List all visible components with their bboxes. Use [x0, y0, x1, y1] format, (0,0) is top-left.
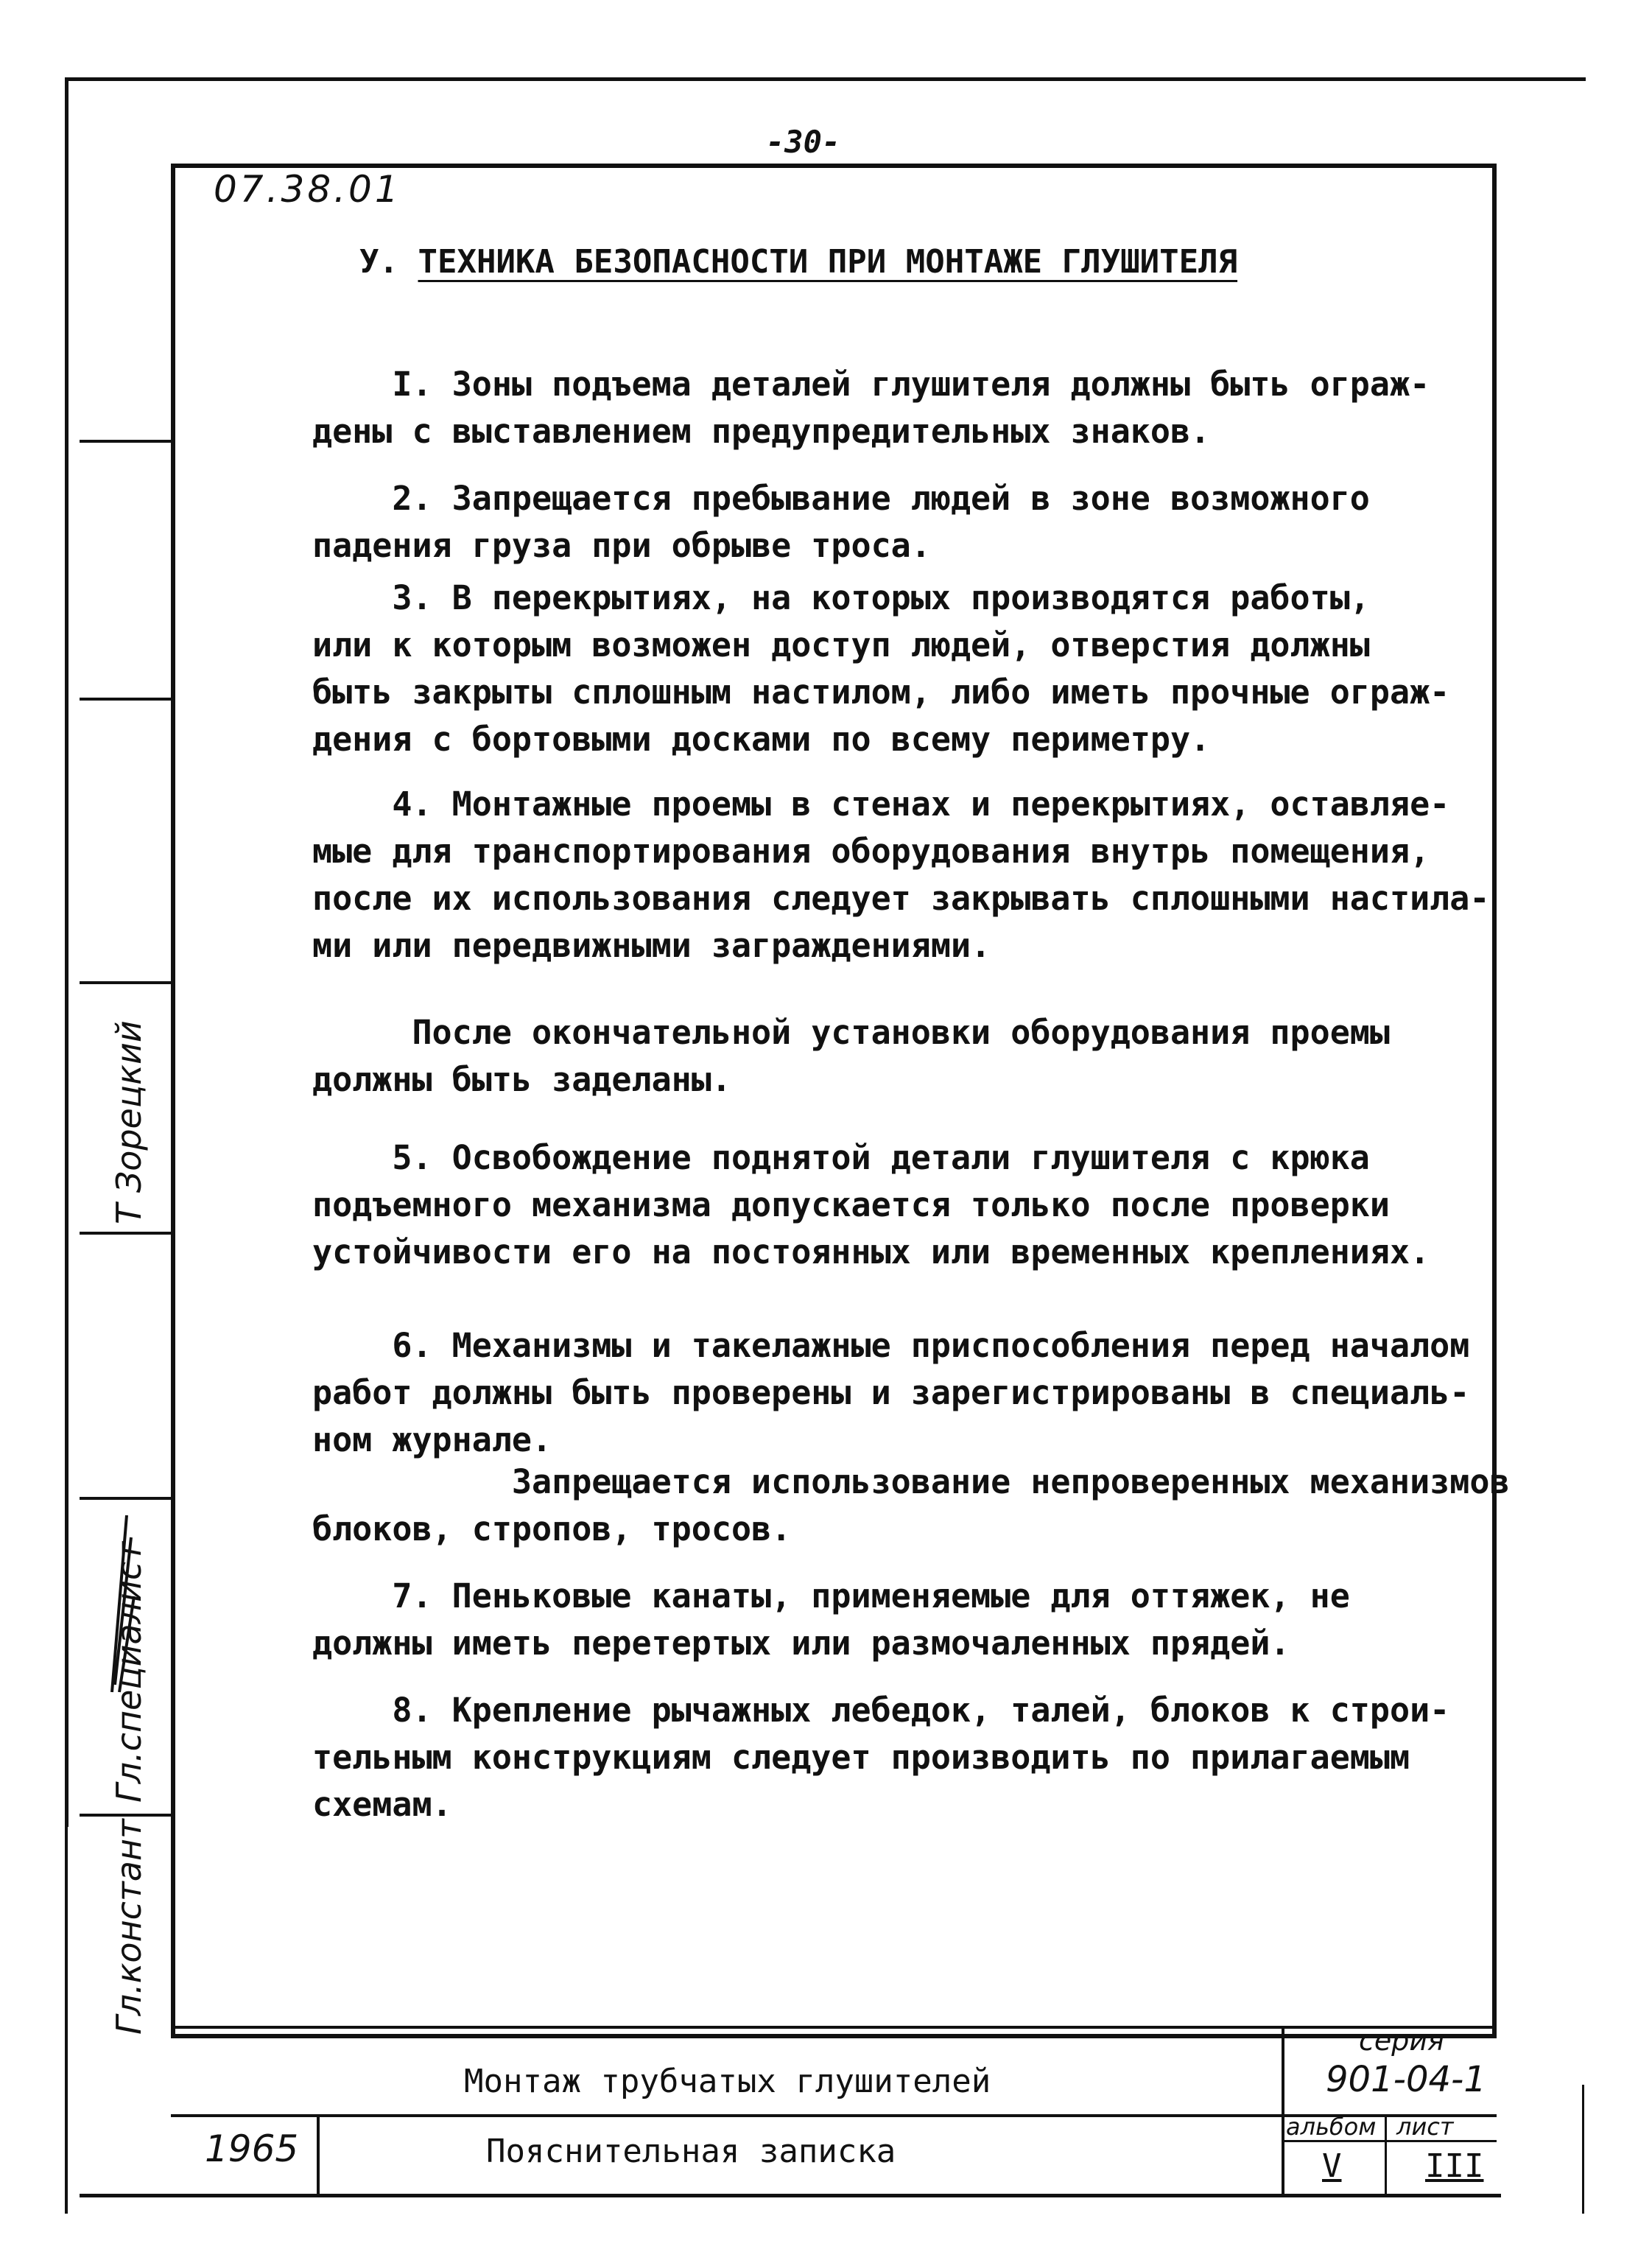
side-strip: [80, 164, 171, 2038]
signature-mark: [105, 1508, 137, 1699]
outer-border-top: [65, 77, 1586, 81]
section-heading: [359, 243, 1237, 281]
album-label: альбом: [1286, 2113, 1377, 2141]
paragraph-5: 5. Освобождение поднятой детали глушителя с крюка подъемного механизма допускается только после проверки устойчивости его на постоянных или временных креплениях.: [312, 1138, 1430, 1271]
strip-divider: [80, 1232, 171, 1235]
strip-divider: [80, 1814, 171, 1817]
paragraph-2: 2. Запрещается пребывание людей в зоне возможного падения груза при обрыве троса.: [312, 479, 1370, 565]
page-number: -30-: [766, 124, 841, 160]
paragraph-note: После окончательной установки оборудования проемы должны быть заделаны.: [312, 1013, 1390, 1099]
paragraph-4: 4. Монтажные проемы в стенах и перекрытиях, оставляе- мые для транспортирования оборудования внутрь помещения, после их использования следует закрывать сплошными настила- ми или передвижными заграждениями.: [312, 785, 1490, 965]
title-block-title: Монтаж трубчатых глушителей: [464, 2063, 991, 2100]
bottom-rule: [80, 2194, 1501, 2197]
paragraph-7: 7. Пеньковые канаты, применяемые для оттяжек, не должны иметь перетертых или размочаленных прядей.: [312, 1576, 1350, 1663]
strip-role-3: Гл.констант: [109, 1819, 149, 2035]
paragraph-3: 3. В перекрытиях, на которых производятся работы, или к которым возможен доступ людей, отверстия должны быть закрыты сплошным настилом, либо иметь прочные ограж- дения с бортовыми досками по всему периметру.: [312, 578, 1450, 759]
outer-border-left: [65, 77, 68, 1827]
strip-divider: [80, 981, 171, 984]
paragraph-6-note: Запрещается использование непроверенных механизмов блоков, стропов, тросов.: [312, 1462, 1510, 1548]
sheet-value: III: [1425, 2147, 1484, 2185]
series-value: 901-04-1: [1326, 2059, 1486, 2100]
strip-divider: [80, 698, 171, 701]
paragraph-6: 6. Механизмы и такелажные приспособления перед началом работ должны быть проверены и зарегистрированы в специаль- ном журнале.: [312, 1326, 1470, 1459]
title-block-subtitle: Пояснительная записка: [486, 2133, 896, 2170]
title-block-top-line: [171, 2026, 1497, 2029]
sheet-label: лист: [1396, 2113, 1454, 2141]
series-label: серия: [1359, 2024, 1444, 2057]
title-block-year-divider: [317, 2114, 320, 2195]
paragraph-8: 8. Крепление рычажных лебедок, талей, блоков к строи- тельным конструкциям следует производить по прилагаемым схемам.: [312, 1691, 1450, 1824]
title-block-year: 1965: [205, 2127, 299, 2170]
right-edge-tick: [1582, 2085, 1584, 2214]
title-block-album-divider: [1385, 2114, 1387, 2195]
paragraph-1: I. Зоны подъема деталей глушителя должны быть ограж- дены с выставлением предупредительных знаков.: [312, 365, 1430, 451]
section-title: ТЕХНИКА БЕЗОПАСНОСТИ ПРИ МОНТАЖЕ ГЛУШИТЕЛЯ: [418, 243, 1238, 281]
album-value: V: [1322, 2147, 1342, 2185]
section-number: У.: [359, 243, 398, 281]
title-block-right-divider: [1282, 2026, 1284, 2195]
left-edge-tick: [65, 1827, 68, 2214]
strip-role-1: Гл.специалист: [109, 1541, 149, 1803]
strip-divider: [80, 440, 171, 443]
strip-divider: [80, 1497, 171, 1500]
strip-role-2: Т Зорецкий: [109, 1020, 149, 1224]
document-code: 07.38.01: [214, 168, 401, 211]
